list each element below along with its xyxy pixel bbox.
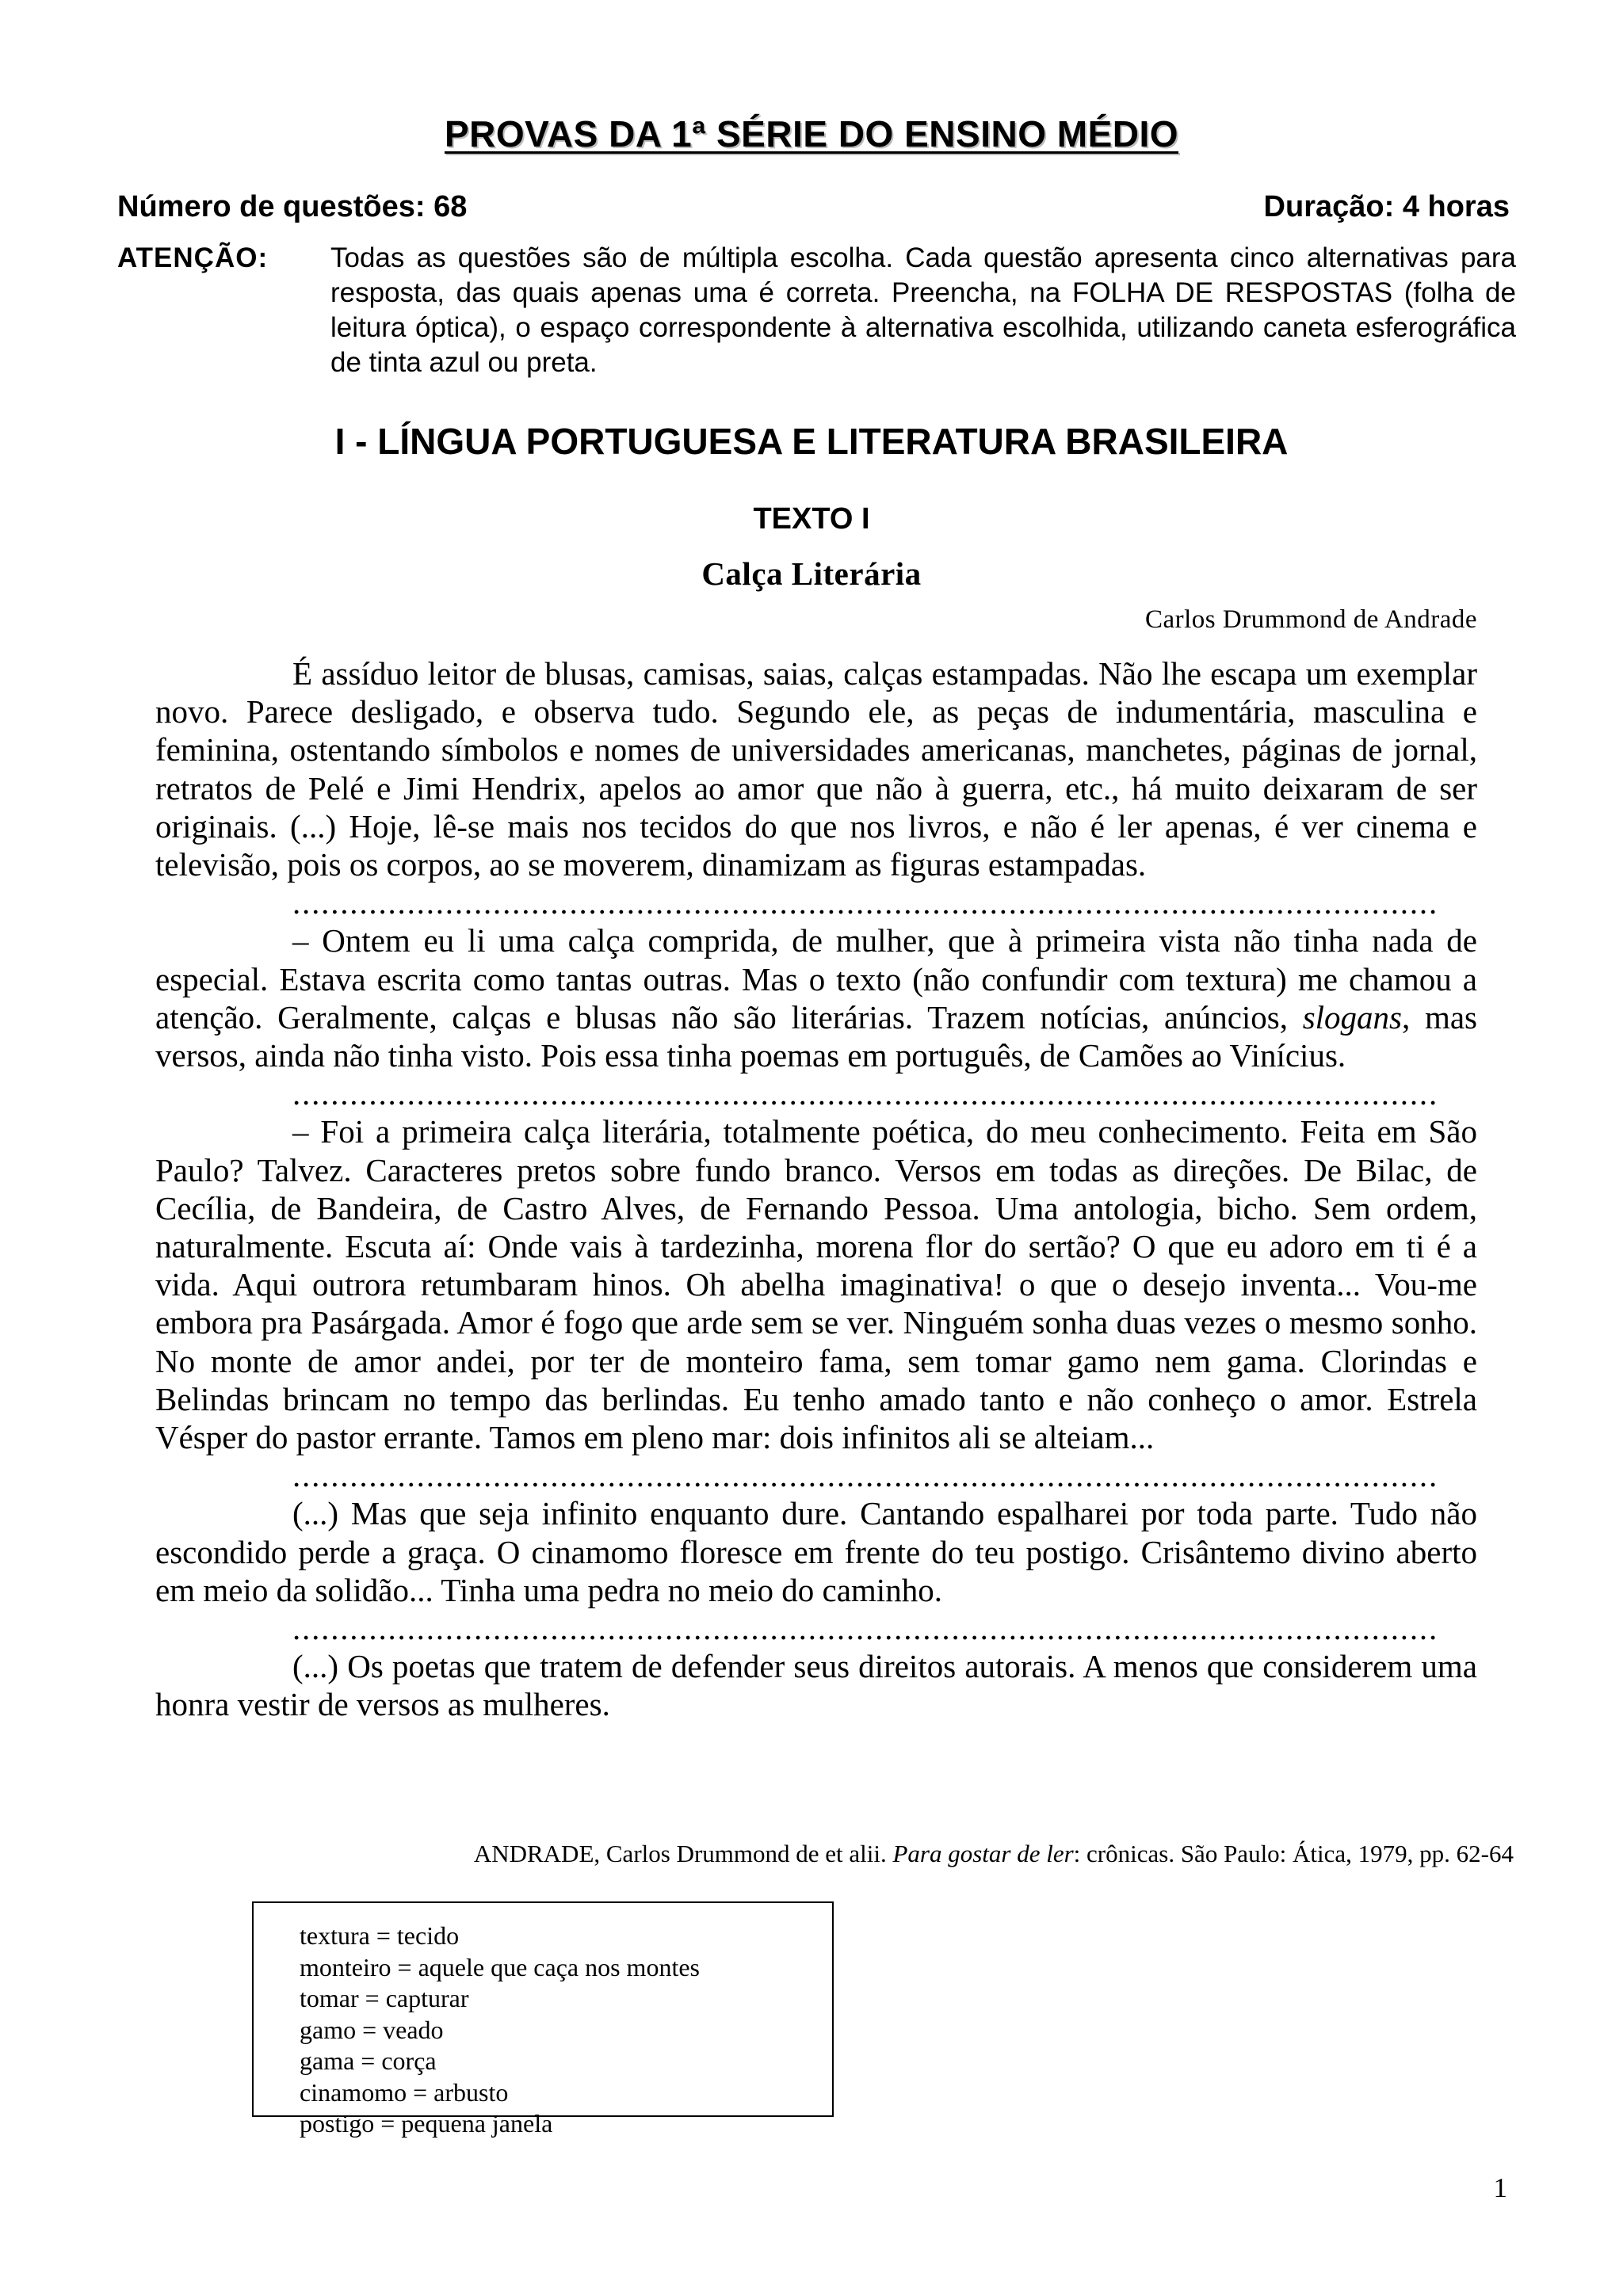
paragraph-2-start: – Ontem eu li uma calça comprida, de mulher, que à primeira vista não tinha nada de especial. Estava escrita como tantas outras. Mas o texto (não confundir com textura) me chamou a atenção. Geralmente, calças e blusas não são literárias. Trazem notícias, anúncios,: [155, 922, 1477, 1035]
questions-count: Número de questões: 68: [117, 190, 468, 223]
glossary-item: monteiro = aquele que caça nos montes: [300, 1952, 700, 1981]
text-label: TEXTO I: [753, 502, 870, 536]
glossary-item: textura = tecido: [300, 1921, 460, 1950]
page-number: 1: [1493, 2172, 1507, 2203]
exam-title: PROVAS DA 1ª SÉRIE DO ENSINO MÉDIO: [444, 113, 1179, 154]
glossary-item: gama = corça: [300, 2046, 437, 2075]
story-author: Carlos Drummond de Andrade: [1144, 605, 1477, 634]
paragraph-3: – Foi a primeira calça literária, totalmente poética, do meu conhecimento. Feita em São Paulo? Talvez. Caracteres pretos sobre fundo branco. Versos em todas as direções. De Bilac, de Cecília, de Bandeira, de Castro Alves, de Fernando Pessoa. Uma antologia, bicho. Sem ordem, naturalmente. Escuta aí: Onde vais à tardezinha, morena flor do sertão? O que eu adoro em ti é a vida. Aqui outrora retumbaram hinos. Oh abelha imaginativa! o que o desejo inventa... Vou-me embora pra Pasárgada. Amor é fogo que arde sem se ver. Ninguém sonha duas vezes o mesmo sonho. No monte de amor andei, por ter de monteiro fama, sem tomar gamo nem gama. Clorindas e Belindas brincam no tempo das berlindas. Eu tenho amado tanto e não conheço o amor. Estrela Vésper do pastor errante. Tamos em pleno mar: dois infinitos ali se alteiam...: [155, 1113, 1477, 1456]
section-title: I - LÍNGUA PORTUGUESA E LITERATURA BRASILEIRA: [334, 421, 1289, 462]
paragraph-2-end: , mas versos, ainda não tinha visto. Pois essa tinha poemas em português, de Camões ao Vinícius.: [155, 998, 1477, 1074]
attention-instructions: Todas as questões são de múltipla escolha. Cada questão apresenta cinco alternativas para resposta, das quais apenas uma é correta. Preencha, na FOLHA DE RESPOSTAS (folha de leitura óptica), o espaço correspondente à alternativa escolhida, utilizando caneta esferográfica de tinta azul ou preta.: [330, 242, 1516, 378]
separator-1: ........................................................................................................................: [292, 884, 1438, 921]
glossary-box: [252, 1901, 834, 2138]
glossary-item: cinamomo = arbusto: [300, 2077, 509, 2107]
citation-author: ANDRADE, Carlos Drummond de et alii.: [473, 1840, 893, 1867]
paragraph-5: (...) Os poetas que tratem de defender seus direitos autorais. A menos que considerem uma honra vestir de versos as mulheres.: [155, 1648, 1477, 1723]
citation-details: : crônicas. São Paulo: Ática, 1979, pp. 62-64: [1073, 1840, 1514, 1867]
separator-2: ........................................................................................................................: [292, 1075, 1438, 1112]
slogans-term: slogans: [1302, 998, 1402, 1035]
paragraph-2: [155, 921, 1477, 1074]
glossary-item: tomar = capturar: [300, 1984, 469, 2012]
paragraph-1: É assíduo leitor de blusas, camisas, saias, calças estampadas. Não lhe escapa um exemplar novo. Parece desligado, e observa tudo. Segundo ele, as peças de indumentária, masculina e feminina, ostentando símbolos e nomes de universidades americanas, manchetes, páginas de jornal, retratos de Pelé e Jimi Hendrix, apelos ao amor que não à guerra, etc., há muito deixaram de ser originais. (...) Hoje, lê-se mais nos tecidos do que nos livros, e não é ler apenas, é ver cinema e televisão, pois os corpos, ao se moverem, dinamizam as figuras estampadas.: [155, 655, 1477, 883]
attention-label: ATENÇÃO:: [117, 242, 269, 273]
exam-duration: Duração: 4 horas: [1263, 190, 1510, 223]
citation-book-title: Para gostar de ler: [892, 1840, 1074, 1867]
glossary-item: gamo = veado: [300, 2015, 444, 2044]
story-title: Calça Literária: [701, 555, 922, 592]
paragraph-4: (...) Mas que seja infinito enquanto dure. Cantando espalharei por toda parte. Tudo não escondido perde a graça. O cinamomo floresce em frente do teu postigo. Crisântemo divino aberto em meio da solidão... Tinha uma pedra no meio do caminho.: [155, 1495, 1477, 1608]
citation: [474, 1840, 1514, 1868]
separator-4: ........................................................................................................................: [292, 1610, 1438, 1647]
story-body: [155, 654, 1477, 1724]
glossary-item: postigo = pequena janela: [300, 2109, 553, 2138]
separator-3: ........................................................................................................................: [292, 1457, 1438, 1494]
